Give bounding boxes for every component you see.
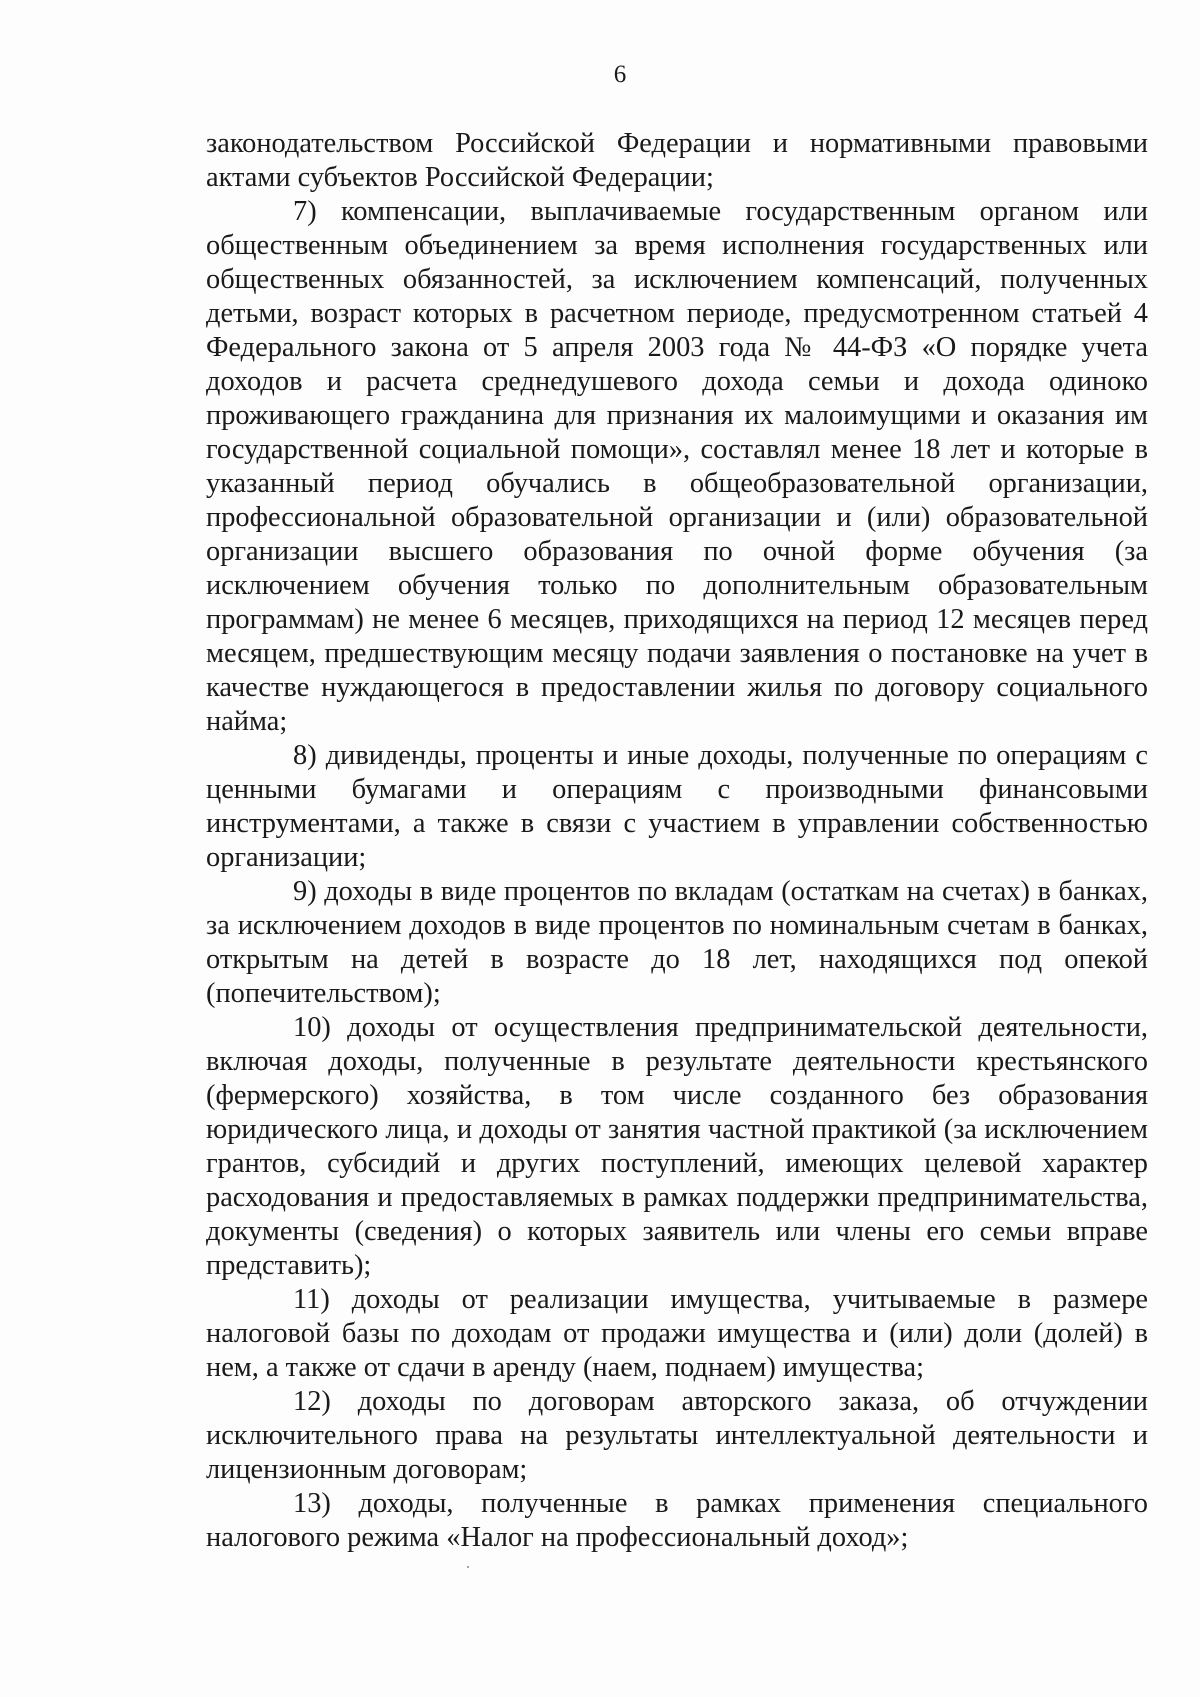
- paragraph-item-8: 8) дивиденды, проценты и иные доходы, полученные по операциям с ценными бумагами и операциям с производными финансовыми инструментами, а также в связи с участием в управлении собственностью организации;: [206, 740, 1148, 873]
- paragraph-item-11: 11) доходы от реализации имущества, учитываемые в размере налоговой базы по доходам от продажи имущества и (или) доли (долей) в нем, а также от сдачи в аренду (наем, поднаем) имущества;: [206, 1284, 1148, 1383]
- paragraph-item-7: 7) компенсации, выплачиваемые государственным органом или общественным объединением за время исполнения государственных или общественных обязанностей, за исключением компенсаций, полученных детьми, возраст которых в расчетном периоде, предусмотренном статьей 4 Федерального закона от 5 апреля 2003 года № 44-ФЗ «О порядке учета доходов и расчета среднедушевого дохода семьи и дохода одиноко проживающего гражданина для признания их малоимущими и оказания им государственной социальной помощи», составлял менее 18 лет и которые в указанный период обучались в общеобразовательной организации, профессиональной образовательной организации и (или) образовательной организации высшего образования по очной форме обучения (за исключением обучения только по дополнительным образовательным программам) не менее 6 месяцев, приходящихся на период 12 месяцев перед месяцем, предшествующим месяцу подачи заявления о постановке на учет в качестве нуждающегося в предоставлении жилья по договору социального найма;: [206, 196, 1148, 737]
- page-number: 6: [613, 61, 627, 88]
- document-body: [206, 127, 1148, 1555]
- scan-speck: [467, 1566, 469, 1568]
- paragraph-item-13: 13) доходы, полученные в рамках применения специального налогового режима «Налог на профессиональный доход»;: [206, 1488, 1148, 1553]
- paragraph-continuation: законодательством Российской Федерации и нормативными правовыми актами субъектов Российской Федерации;: [206, 128, 1148, 193]
- paragraph-item-9: 9) доходы в виде процентов по вкладам (остаткам на счетах) в банках, за исключением доходов в виде процентов по номинальным счетам в банках, открытым на детей в возрасте до 18 лет, находящихся под опекой (попечительством);: [206, 876, 1148, 1009]
- paragraph-item-10: 10) доходы от осуществления предпринимательской деятельности, включая доходы, полученные в результате деятельности крестьянского (фермерского) хозяйства, в том числе созданного без образования юридического лица, и доходы от занятия частной практикой (за исключением грантов, субсидий и других поступлений, имеющих целевой характер расходования и предоставляемых в рамках поддержки предпринимательства, документы (сведения) о которых заявитель или члены его семьи вправе представить);: [206, 1012, 1148, 1281]
- paragraph-item-12: 12) доходы по договорам авторского заказа, об отчуждении исключительного права на результаты интеллектуальной деятельности и лицензионным договорам;: [206, 1386, 1148, 1485]
